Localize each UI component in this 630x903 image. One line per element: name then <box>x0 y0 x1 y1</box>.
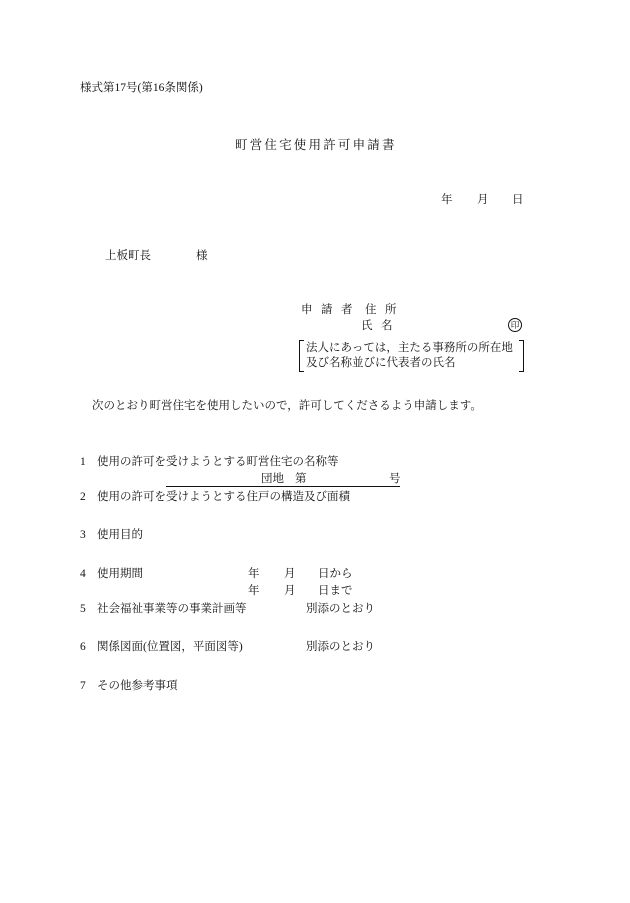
applicant-label: 申請者 <box>301 304 361 316</box>
note-bracket-left <box>299 340 304 372</box>
item-label: 使用の許可を受けようとする町営住宅の名称等 <box>97 456 339 468</box>
period-to-day: 日まで <box>318 585 353 597</box>
item-label: 使用目的 <box>97 529 143 541</box>
item-label: 使用期間 <box>97 568 143 580</box>
date-month-label: 月 <box>477 194 489 206</box>
period-from-day: 日から <box>318 568 353 580</box>
note-bracket-right <box>519 340 524 372</box>
item-label: その他参考事項 <box>97 680 178 692</box>
applicant-note-line2: 及び名称並びに代表者の氏名 <box>306 357 456 369</box>
period-to-month: 月 <box>284 585 296 597</box>
item-number: 3 <box>80 529 86 541</box>
seal-mark: 印 <box>508 318 522 332</box>
item-number: 4 <box>80 568 86 580</box>
estate-fill-line <box>166 486 400 487</box>
applicant-name-label: 氏名 <box>361 320 401 332</box>
item-number: 1 <box>80 456 86 468</box>
date-year-label: 年 <box>441 194 453 206</box>
period-to-year: 年 <box>248 585 260 597</box>
applicant-note-line1: 法人にあっては，主たる事務所の所在地 <box>306 342 513 354</box>
estate-go-label: 号 <box>389 473 401 485</box>
addressee-name: 上板町長 <box>105 250 151 262</box>
item-number: 7 <box>80 680 86 692</box>
applicant-address-label: 住所 <box>365 304 405 316</box>
period-from-year: 年 <box>248 568 260 580</box>
period-from-month: 月 <box>284 568 296 580</box>
addressee-honorific: 様 <box>196 250 208 262</box>
estate-danchi-label: 団地 <box>261 473 284 485</box>
item-number: 6 <box>80 641 86 653</box>
item-label: 関係図面(位置図，平面図等) <box>97 641 243 653</box>
item-label: 使用の許可を受けようとする住戸の構造及び面積 <box>97 491 350 503</box>
estate-dai-label: 第 <box>295 473 307 485</box>
date-day-label: 日 <box>512 194 524 206</box>
intro-text: 次のとおり町営住宅を使用したいので，許可してくださるよう申請します。 <box>92 400 482 412</box>
item-value: 別添のとおり <box>306 641 375 653</box>
item-label: 社会福祉事業等の事業計画等 <box>97 603 247 615</box>
item-number: 5 <box>80 603 86 615</box>
item-number: 2 <box>80 491 86 503</box>
item-value: 別添のとおり <box>306 603 375 615</box>
document-title: 町営住宅使用許可申請書 <box>235 138 397 152</box>
form-number: 様式第17号(第16条関係) <box>80 82 203 94</box>
